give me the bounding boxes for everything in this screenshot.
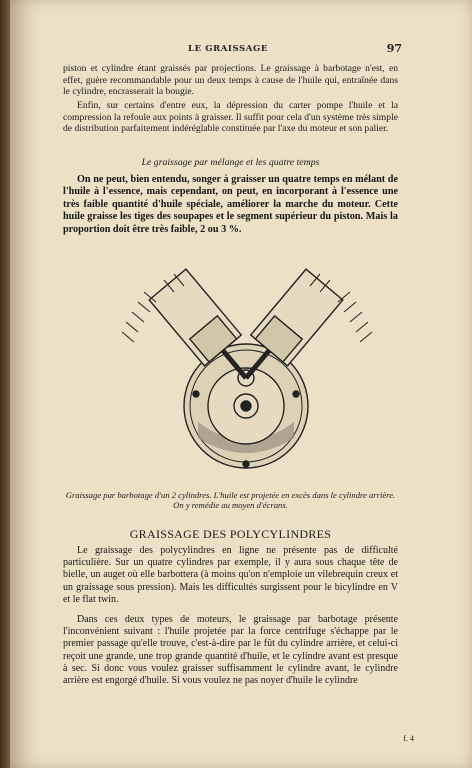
book-binding bbox=[0, 0, 10, 768]
page-number: 97 bbox=[386, 42, 402, 55]
subheading-melange: Le graissage par mélange et les quatre temps bbox=[141, 157, 320, 168]
running-title: LE GRAISSAGE bbox=[188, 44, 268, 54]
paragraph-3-bold: On ne peut, bien entendu, songer à graisser un quatre temps en mélant de l'huile à l'essence, mais cependant, on peut, en incorporant à l'essence une très faible quantité d'huile spéciale, améliorer la marche du moteur. Cette huile graisse les tiges des soupapes et le segment supérieur du piston. Mais la proportion doit être très faible, 2 ou 3 %. bbox=[63, 174, 398, 235]
engine-illustration bbox=[104, 262, 390, 478]
page-header bbox=[10, 44, 472, 58]
paragraph-4: Le graissage des polycylindres en ligne ne présente pas de difficulté particulière. Sur un quatre cylindres par exemple, il y aura sous chaque tête de bielle, un auget où elle barbottera (à moins qu'on n'emploie un vilebrequin creux et un graissage sous pression). Mais les difficultés surgissent pour le bicylindre en V et le flat twin. bbox=[63, 545, 398, 605]
book-page bbox=[10, 0, 472, 768]
section-title: GRAISSAGE DES POLYCYLINDRES bbox=[129, 527, 332, 541]
paragraph-2: Enfin, sur certains d'entre eux, la dépression du carter pompe l'huile et la compression la refoule aux points à graisser. Il suffit pour cela d'un système très simple de distribution parfaitement indéréglable constituée par l'axe du moteur et son palier. bbox=[63, 100, 398, 135]
paragraph-1: piston et cylindre étant graissés par projections. Le graissage à barbotage n'est, en effet, guère recommandable pour un deux temps à cause de l'huile qui, entraînée dans le cylindre, encrasserait la bougie. bbox=[63, 63, 398, 98]
v-twin-engine-drawing bbox=[104, 262, 390, 478]
paragraph-5: Dans ces deux types de moteurs, le graissage par barbotage présente l'inconvénient suivant : l'huile projetée par la force centrifuge s'échappe par le premier passage qu'elle trouve, c'est-à-dire par le fût du cylindre arrière, et celui-ci reçoit une grande, une trop grande quantité d'huile, et le cylindre avant est presque à sec. Si donc vous voulez graisser suffisamment le cylindre avant, le cylindre arrière est engorgé d'huile. Si vous voulez ne pas noyer d'huile le cylindre bbox=[63, 614, 398, 687]
figure-caption: Graissage par barbotage d'un 2 cylindres. L'huile est projetée en excès dans le cylindre arrière. On y remédie au moyen d'écrans. bbox=[65, 490, 396, 511]
signature-mark: f. 4 bbox=[403, 734, 414, 743]
